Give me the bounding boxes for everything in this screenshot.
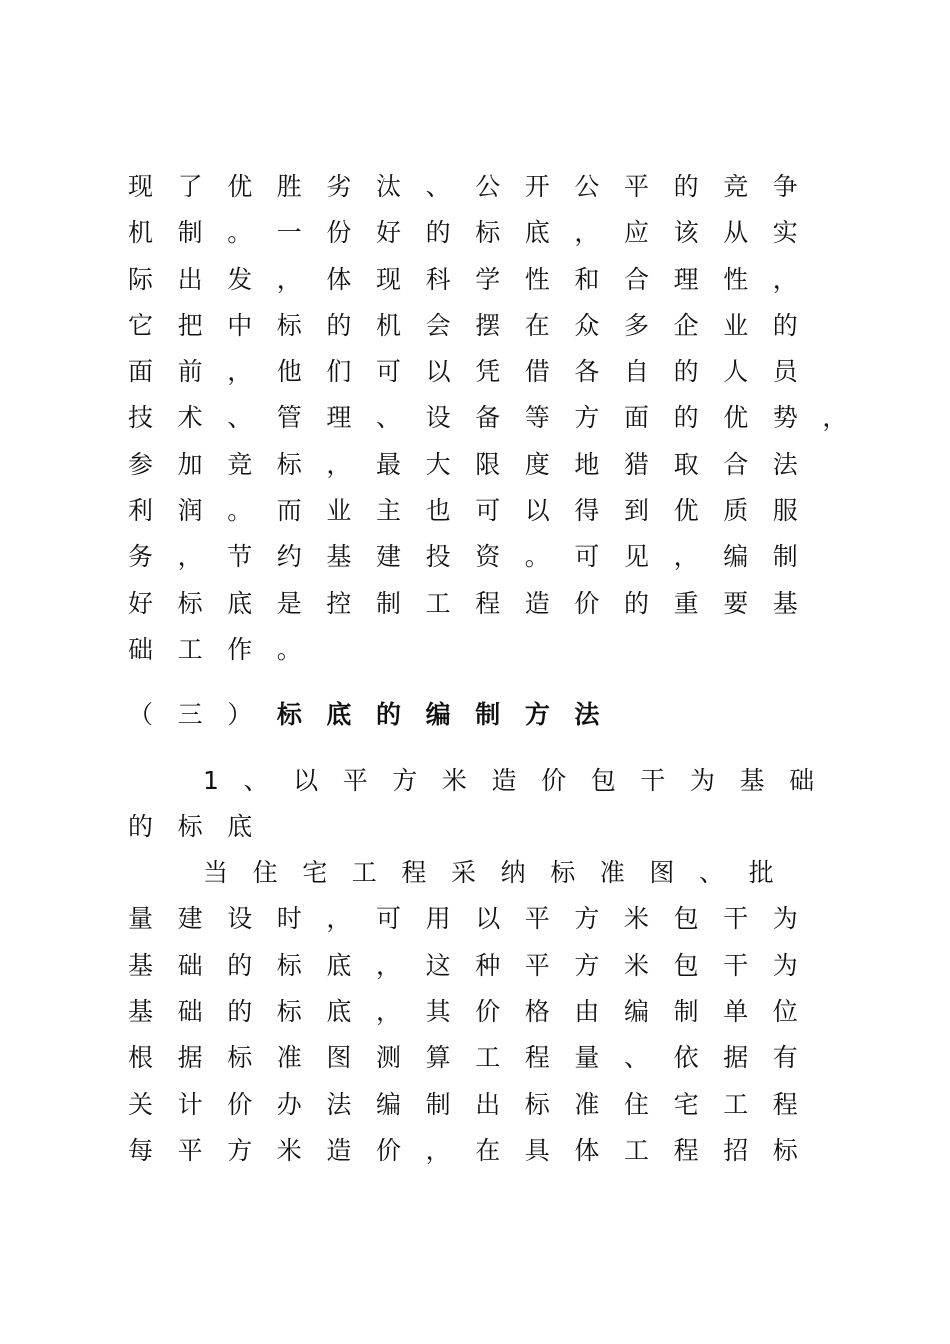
paragraph-line: 量建设时，可用以平方米包干为 — [128, 904, 823, 933]
section-heading — [128, 698, 888, 732]
section-heading-prefix: （三） — [128, 700, 277, 729]
paragraph-line: 当住宅工程采纳标准图、批 — [203, 858, 799, 887]
paragraph-line: 础工作。 — [128, 635, 327, 664]
paragraph-line: 机制。一份好的标底，应该从实 — [128, 218, 823, 247]
paragraph-line: 关计价办法编制出标准住宅工程 — [128, 1090, 823, 1119]
paragraph-line: 现了优胜劣汰、公开公平的竞争 — [128, 172, 823, 201]
paragraph-line: 技术、管理、设备等方面的优势， — [128, 403, 873, 432]
paragraph-line: 参加竞标，最大限度地猎取合法 — [128, 450, 823, 479]
subheading-line: 的标底 — [128, 812, 277, 841]
paragraph-line: 面前，他们可以凭借各自的人员 — [128, 357, 823, 386]
subheading-line: 1、以平方米造价包干为基础 — [203, 766, 839, 795]
paragraph-line: 好标底是控制工程造价的重要基 — [128, 589, 823, 618]
paragraph-line: 基础的标底，这种平方米包干为 — [128, 951, 823, 980]
paragraph-line: 利润。而业主也可以得到优质服 — [128, 496, 823, 525]
paragraph-line: 根据标准图测算工程量、依据有 — [128, 1043, 823, 1072]
paragraph-line: 务，节约基建投资。可见，编制 — [128, 542, 823, 571]
paragraph-line: 它把中标的机会摆在众多企业的 — [128, 311, 823, 340]
section-heading-title: 标底的编制方法 — [276, 700, 625, 729]
paragraph-line: 每平方米造价，在具体工程招标 — [128, 1136, 823, 1165]
paragraph-line: 基础的标底，其价格由编制单位 — [128, 997, 823, 1026]
paragraph-line: 际出发，体现科学性和合理性， — [128, 265, 823, 294]
